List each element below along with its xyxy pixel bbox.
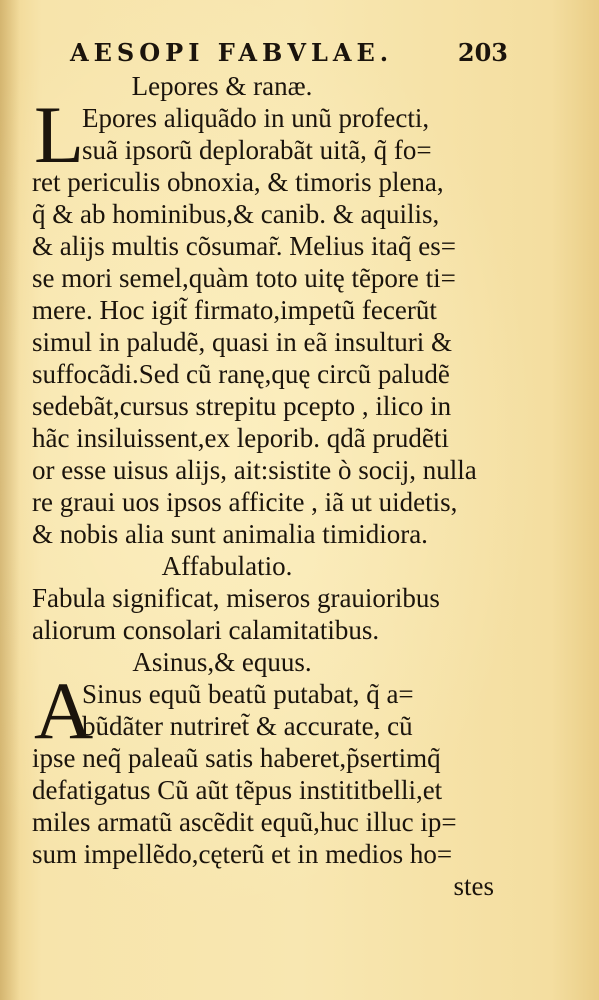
drop-cap-a: A (34, 665, 94, 756)
text-line: & alijs multis cõsumar̃. Melius itaq̃ es= (32, 231, 456, 261)
text-line: bũdãter nutriret̃ & accurate, cũ (82, 711, 413, 741)
text-block (32, 36, 508, 902)
text-line: simul in paludẽ, quasi in eã insulturi & (32, 327, 452, 357)
text-line: Epores aliquãdo in unũ profecti, (82, 103, 430, 133)
text-line: sum impellẽdo,cęterũ et in medios ho= (32, 839, 453, 869)
text-line: suã ipsorũ deplorabãt uitã, q̃ fo= (82, 135, 432, 165)
text-line: ret periculis obnoxia, & timoris plena, (32, 167, 444, 197)
running-head (32, 36, 508, 70)
text-line: se mori semel,quàm toto uitę tẽpore ti= (32, 263, 456, 293)
moral-line: Fabula significat, miseros grauioribus (32, 583, 440, 613)
text-line: mere. Hoc igit̃ firmato,impetũ fecerũt (32, 295, 437, 325)
fable-text-lepores (32, 89, 502, 550)
fable-title-lepores: Lepores & ranæ. (131, 71, 313, 101)
fable-title-asinus: Asinus,& equus. (132, 647, 312, 677)
running-title: AESOPI FABVLAE. (70, 38, 394, 67)
text-line: & nobis alia sunt animalia timidiora. (32, 519, 428, 549)
text-line: defatigatus Cũ aũt tẽpus instititbelli,et (32, 775, 443, 805)
page-number: 203 (457, 38, 508, 67)
fable-text-asinus (32, 665, 502, 870)
text-line: ipse neq̃ paleaũ satis haberet,p̃sertimq̃ (32, 743, 441, 773)
catchword: stes (453, 871, 494, 901)
text-line: suffocãdi.Sed cũ ranę,quę circũ paludẽ (32, 359, 450, 389)
text-line: Sinus equũ beatũ putabat, q̃ a= (82, 679, 414, 709)
drop-cap-l: L (34, 89, 85, 180)
text-line: q̃ & ab hominibus,& canib. & aquilis, (32, 199, 440, 229)
text-line: miles armatũ ascẽdit equũ,huc illuc ip= (32, 807, 457, 837)
text-line: re graui uos ipsos afficite , iã ut uidetis, (32, 487, 458, 517)
text-line: hãc insiluissent,ex leporib. qdã prudẽti (32, 423, 449, 453)
moral-heading: Affabulatio. (161, 551, 293, 581)
moral-line: aliorum consolari calamitatibus. (32, 615, 380, 645)
gutter-shadow (0, 0, 20, 1000)
text-line: or esse uisus alijs, ait:sistite ò socij, nulla (32, 455, 477, 485)
text-line: sedebãt,cursus strepitu pcepto , ilico in (32, 391, 452, 421)
